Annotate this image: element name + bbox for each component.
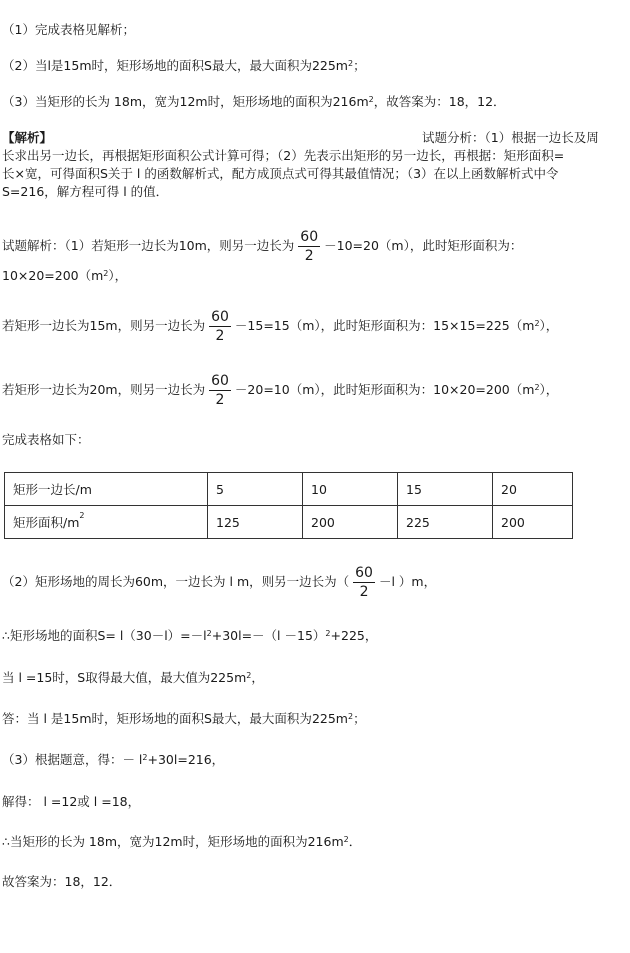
table-cell-label: 矩形一边长/m <box>5 473 208 506</box>
part3-1-text: （3）根据题意，得：－ l <box>2 752 143 767</box>
table-cell: 20 <box>493 473 573 506</box>
answer-part-2 <box>2 58 366 74</box>
analysis-tag: 【解析】 <box>2 130 53 145</box>
part2-2-mid: +30l=－（l －15） <box>211 628 326 643</box>
solution-1-post: －10=20（m），此时矩形面积为： <box>324 238 523 253</box>
superscript: 2 <box>206 629 212 638</box>
answer-2-end: ； <box>353 58 366 73</box>
fraction-denominator: 2 <box>215 391 225 408</box>
table-cell: 10 <box>303 473 398 506</box>
table-cell: 225 <box>398 506 493 539</box>
fraction-numerator: 60 <box>211 308 229 325</box>
part3-3-end: ． <box>348 834 362 849</box>
part3-line-2: 解得： l =12或 l =18， <box>2 794 141 809</box>
fraction-denominator: 2 <box>304 247 314 264</box>
table-row <box>5 506 573 539</box>
answer-part-1 <box>2 22 135 38</box>
answer-3-end: ，故答案为：18，12． <box>373 94 506 109</box>
part2-3-text: 当 l =15时，S取得最大值，最大值为225m <box>2 670 247 685</box>
fraction-numerator: 60 <box>211 372 229 389</box>
data-table <box>4 472 573 539</box>
solution-3-end: ）， <box>539 382 559 397</box>
fraction <box>209 374 231 408</box>
table-intro: 完成表格如下： <box>2 432 90 447</box>
solution-2-pre: 若矩形一边长为15m，则另一边长为 <box>2 318 206 333</box>
superscript: 2 <box>103 269 109 278</box>
fraction <box>209 310 231 344</box>
fraction <box>353 566 375 600</box>
part3-line-4: 故答案为：18，12． <box>2 874 122 889</box>
table-cell: 200 <box>493 506 573 539</box>
part2-1-pre: （2）矩形场地的周长为60m，一边长为 l m，则另一边长为（ <box>2 574 350 589</box>
superscript: 2 <box>343 835 349 844</box>
analysis-line-2: 长求出另一边长，再根据矩形面积公式计算可得；（2）先表示出矩形的另一边长，再根据：矩形面积= <box>2 148 565 163</box>
solution-2-end: ）， <box>539 318 559 333</box>
answer-1-text: （1）完成表格见解析； <box>2 22 135 37</box>
superscript: 2 <box>534 383 540 392</box>
part2-3-end: ， <box>251 670 264 685</box>
part3-1-end: +30l=216， <box>147 752 225 767</box>
solution-line-1 <box>2 226 522 266</box>
part2-line-3 <box>2 670 264 686</box>
solution-2-post: －15=15（m），此时矩形面积为：15×15=225（m <box>234 318 535 333</box>
part2-line-2 <box>2 628 377 644</box>
solution-3-pre: 若矩形一边长为20m，则另一边长为 <box>2 382 206 397</box>
solution-1b-text: 10×20=200（m <box>2 268 104 283</box>
superscript: 2 <box>347 59 354 68</box>
solution-1b-end: ）， <box>108 268 128 283</box>
fraction-numerator: 60 <box>355 564 373 581</box>
part2-2-text: ∴矩形场地的面积S= l（30－l）=－l <box>2 628 207 643</box>
superscript: 2 <box>347 712 354 721</box>
solution-line-3 <box>2 370 558 410</box>
part2-2-end: +225， <box>330 628 378 643</box>
superscript: 2 <box>79 511 85 520</box>
solution-1-pre: 试题解析：（1）若矩形一边长为10m，则另一边长为 <box>2 238 295 253</box>
part3-3-text: ∴当矩形的长为 18m，宽为12m时，矩形场地的面积为216m <box>2 834 344 849</box>
table-row <box>5 473 573 506</box>
part2-4-text: 答：当 l 是15m时，矩形场地的面积S最大，最大面积为225m <box>2 711 348 726</box>
part3-line-1 <box>2 752 224 768</box>
answer-3-text: （3）当矩形的长为 18m，宽为12m时，矩形场地的面积为216m <box>2 94 369 109</box>
part3-line-3 <box>2 834 361 850</box>
part2-1-post: －l ）m， <box>378 574 437 589</box>
superscript: 2 <box>534 319 540 328</box>
table-cell: 200 <box>303 506 398 539</box>
table-cell: 15 <box>398 473 493 506</box>
solution-line-1b <box>2 268 127 284</box>
table-cell: 125 <box>208 506 303 539</box>
superscript: 2 <box>142 753 148 762</box>
analysis-line-4: S=216，解方程可得 l 的值． <box>2 184 169 199</box>
fraction-denominator: 2 <box>359 583 369 600</box>
table-cell: 5 <box>208 473 303 506</box>
part2-line-4 <box>2 711 366 727</box>
solution-3-post: －20=10（m），此时矩形面积为：10×20=200（m <box>234 382 535 397</box>
table-cell-label <box>5 506 208 539</box>
analysis-line-3: 长×宽，可得面积S关于 l 的函数解析式，配方成顶点式可得其最值情况；（3）在以上函数解析式中令 <box>2 166 559 181</box>
solution-line-2 <box>2 306 558 346</box>
answer-2-text: （2）当l是15m时，矩形场地的面积S最大，最大面积为225m <box>2 58 348 73</box>
superscript: 2 <box>325 629 331 638</box>
superscript: 2 <box>368 95 374 104</box>
part2-4-end: ； <box>353 711 366 726</box>
fraction-numerator: 60 <box>300 228 319 245</box>
superscript: 2 <box>246 671 252 680</box>
table-label-text: 矩形面积/m <box>13 515 80 530</box>
fraction <box>298 230 320 264</box>
part2-line-1 <box>2 562 436 602</box>
answer-part-3 <box>2 94 506 110</box>
fraction-denominator: 2 <box>215 327 225 344</box>
analysis-intro: 试题分析：（1）根据一边长及周 <box>422 130 599 145</box>
